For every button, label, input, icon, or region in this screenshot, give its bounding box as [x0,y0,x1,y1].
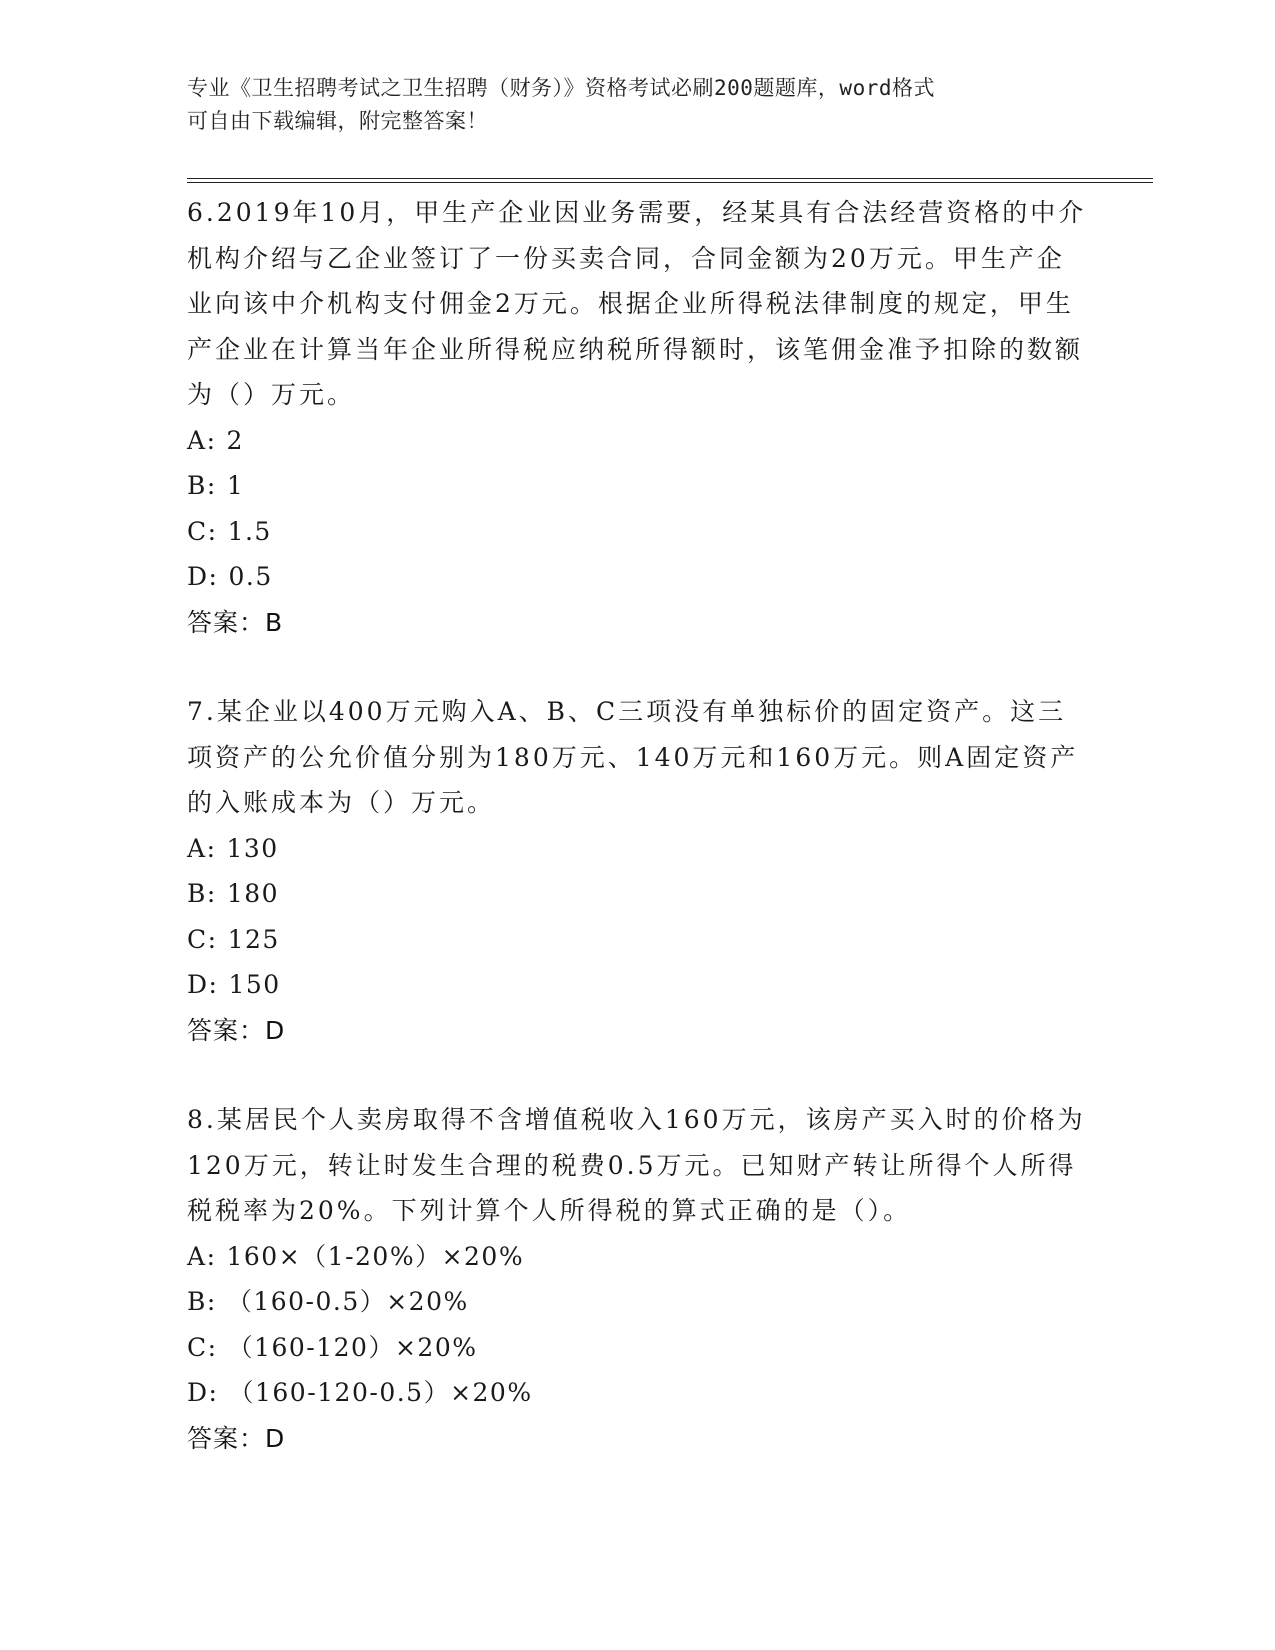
option-a [187,1234,1087,1280]
option-b [187,1279,1087,1325]
option-text: 130 [226,833,279,863]
option-letter: B [187,1287,207,1316]
question-stem: 6.2019年10月，甲生产企业因业务需要，经某具有合法经营资格的中介机构介绍与乙企业签订了一份买卖合同，合同金额为20万元。甲生产企业向该中介机构支付佣金2万元。根据企业所得税法律制度的规定，甲生产企业在计算当年企业所得税应纳税所得额时，该笔佣金准予扣除的数额为（）万元。 [187,198,1087,409]
question-8 [187,1097,1087,1461]
option-text: （160-0.5）×20% [226,1287,469,1316]
option-letter: B [187,471,207,500]
option-d [187,962,1087,1008]
option-separator: : [207,1332,218,1362]
option-a [187,826,1087,872]
option-letter: D [187,970,209,999]
option-c [187,1325,1087,1371]
option-d [187,1370,1087,1416]
header-line-1: 专业《卫生招聘考试之卫生招聘（财务）》资格考试必刷200题题库，word格式 [187,76,935,100]
option-text: 150 [228,970,281,999]
document-header [187,72,1067,138]
option-d [187,554,1087,600]
option-separator: : [206,879,217,908]
option-a [187,418,1087,464]
option-text: 180 [226,879,280,908]
option-text: 1.5 [227,516,272,546]
option-separator: : [206,471,217,500]
question-6 [187,190,1087,645]
option-separator: : [206,833,217,863]
answer-line: 答案：B [187,607,284,637]
option-letter: D [187,1378,209,1407]
option-b [187,463,1087,509]
option-c [187,917,1087,963]
option-letter: C [187,924,208,954]
option-text: 1 [226,471,245,500]
option-separator: : [207,516,218,546]
option-separator: : [208,562,219,591]
option-text: 0.5 [228,562,273,591]
option-letter: A [187,833,207,863]
option-letter: A [187,1241,207,1271]
option-text: 2 [226,425,244,455]
question-7 [187,689,1087,1053]
option-separator: : [208,1378,219,1407]
header-line-2: 可自由下载编辑，附完整答案！ [187,109,488,133]
option-text: 160×（1-20%）×20% [226,1241,525,1271]
option-separator: : [207,924,218,954]
option-separator: : [208,970,219,999]
question-list [187,190,1087,1505]
question-stem: 8.某居民个人卖房取得不含增值税收入160万元，该房产买入时的价格为120万元，转让时发生合理的税费0.5万元。已知财产转让所得个人所得税税率为20%。下列计算个人所得税的算式正确的是（）。 [187,1105,1086,1225]
option-text: 125 [227,924,280,954]
option-separator: : [206,425,217,455]
option-b [187,871,1087,917]
answer-line: 答案：D [187,1423,286,1453]
option-separator: : [206,1241,217,1271]
option-letter: C [187,1332,208,1362]
option-text: （160-120）×20% [227,1332,478,1362]
option-text: （160-120-0.5）×20% [228,1378,533,1407]
question-stem: 7.某企业以400万元购入A、B、C三项没有单独标价的固定资产。这三项资产的公允价值分别为180万元、140万元和160万元。则A固定资产的入账成本为（）万元。 [187,697,1079,817]
option-letter: A [187,425,207,455]
option-c [187,509,1087,555]
option-separator: : [206,1287,217,1316]
option-letter: B [187,879,207,908]
header-divider-bottom [187,182,1153,183]
header-divider-top [187,178,1153,179]
option-letter: C [187,516,208,546]
answer-line: 答案：D [187,1015,286,1045]
option-letter: D [187,562,209,591]
